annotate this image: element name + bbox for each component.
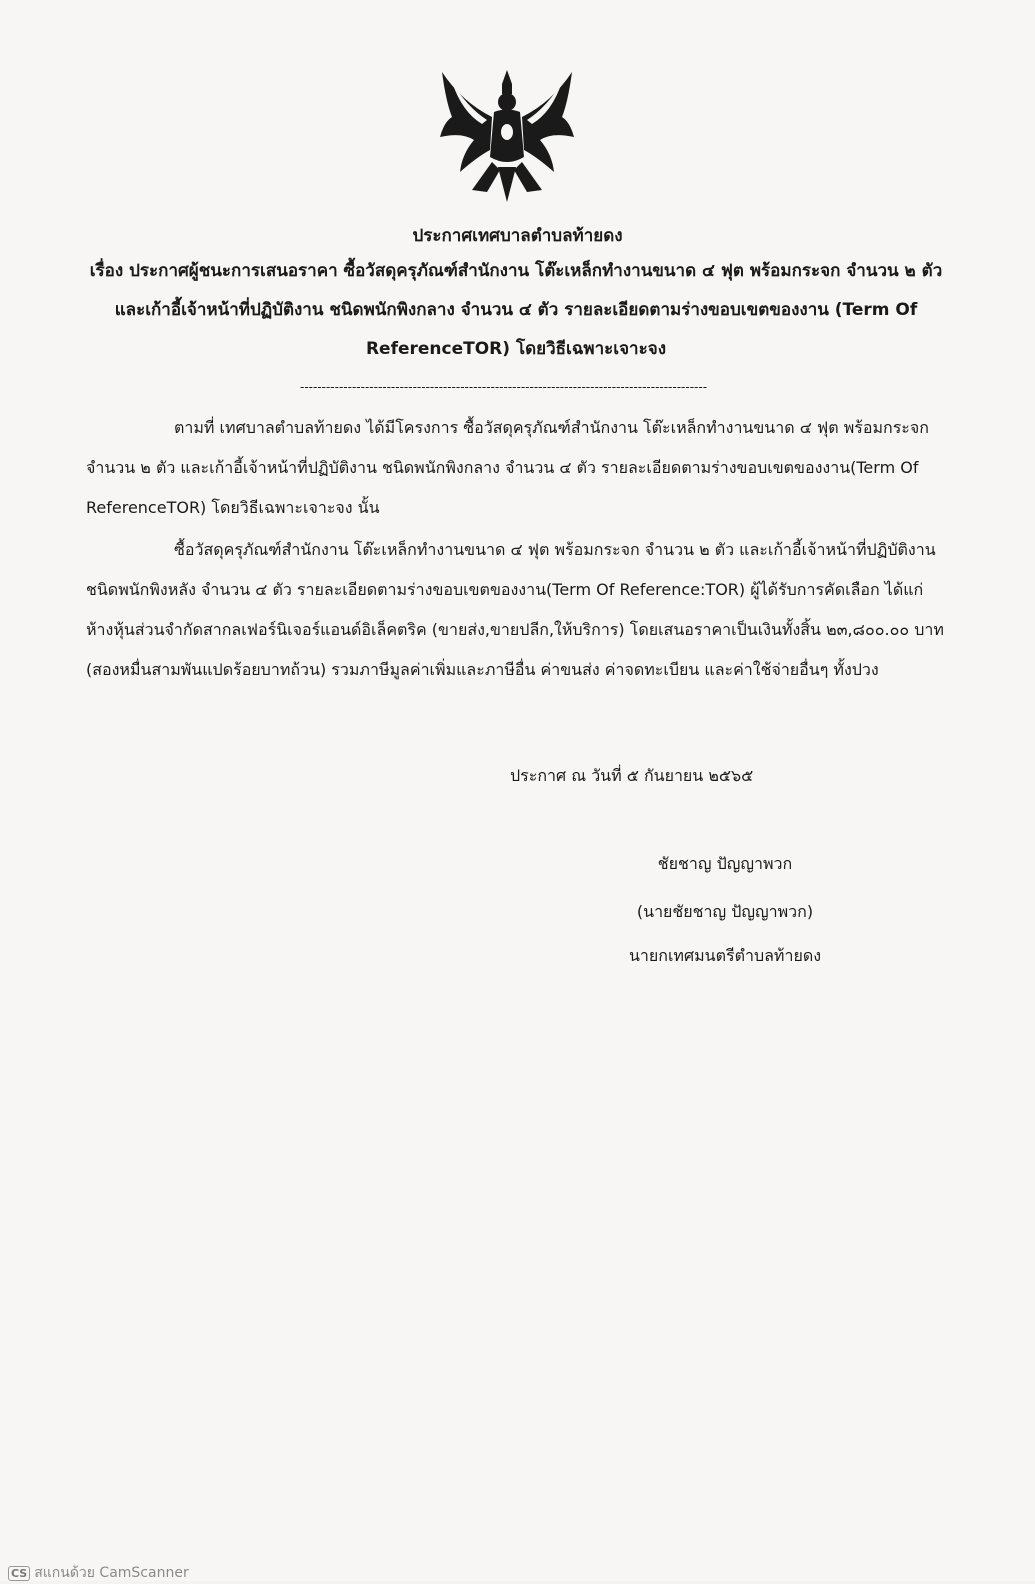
announcement-date: ประกาศ ณ วันที่ ๕ กันยายน ๒๕๖๕: [510, 766, 754, 785]
body-paragraph-2: ซื้อวัสดุครุภัณฑ์สำนักงาน โต๊ะเหล็กทำงานขนาด ๔ ฟุต พร้อมกระจก จำนวน ๒ ตัว และเก้าอี้เจ้าหน้าที่ปฏิบัติงานชนิดพนักพิงหลัง จำนวน ๔ ตัว รายละเอียดตามร่างขอบเขตของงาน(Term Of Reference:TOR) ผู้ได้รับการคัดเลือก ได้แก่ ห้างหุ้นส่วนจำกัดสากลเฟอร์นิเจอร์แอนด์อิเล็คตริค (ขายส่ง,ขายปลีก,ให้บริการ) โดยเสนอราคาเป็นเงินทั้งสิ้น ๒๓,๘๐๐.๐๐ บาท (สองหมื่นสามพันแปดร้อยบาทถ้วน) รวมภาษีมูลค่าเพิ่มและภาษีอื่น ค่าขนส่ง ค่าจดทะเบียน และค่าใช้จ่ายอื่นๆ ทั้งปวง: [86, 540, 944, 679]
document-title: ประกาศเทศบาลตำบลท้ายดง: [412, 226, 623, 246]
divider-line: ----------------------------------------------------------------------------------------------: [300, 380, 708, 394]
camscanner-logo-icon: CS: [8, 1566, 30, 1581]
signatory-position: นายกเทศมนตรีตำบลท้ายดง: [628, 946, 822, 965]
scanner-footer-text: สแกนด้วย CamScanner: [34, 1565, 189, 1581]
document-subject: เรื่อง ประกาศผู้ชนะการเสนอราคา ซื้อวัสดุครุภัณฑ์สำนักงาน โต๊ะเหล็กทำงานขนาด ๔ ฟุต พร้อมกระจก จำนวน ๒ ตัว และเก้าอี้เจ้าหน้าที่ปฏิบัติงาน ชนิดพนักพิงกลาง จำนวน ๔ ตัว รายละเอียดตามร่างขอบเขตของงาน (Term Of ReferenceTOR) โดยวิธีเฉพาะเจาะจง: [89, 261, 943, 359]
body-paragraph-1: ตามที่ เทศบาลตำบลท้ายดง ได้มีโครงการ ซื้อวัสดุครุภัณฑ์สำนักงาน โต๊ะเหล็กทำงานขนาด ๔ ฟุต พร้อมกระจก จำนวน ๒ ตัว และเก้าอี้เจ้าหน้าที่ปฏิบัติงาน ชนิดพนักพิงกลาง จำนวน ๔ ตัว รายละเอียดตามร่างขอบเขตของงาน(Term Of ReferenceTOR) โดยวิธีเฉพาะเจาะจง นั้น: [86, 418, 929, 517]
signature-name: ชัยชาญ ปัญญาพวก: [657, 854, 793, 873]
signatory-full-name: (นายชัยชาญ ปัญญาพวก): [636, 902, 814, 921]
garuda-emblem-icon: [432, 62, 582, 212]
